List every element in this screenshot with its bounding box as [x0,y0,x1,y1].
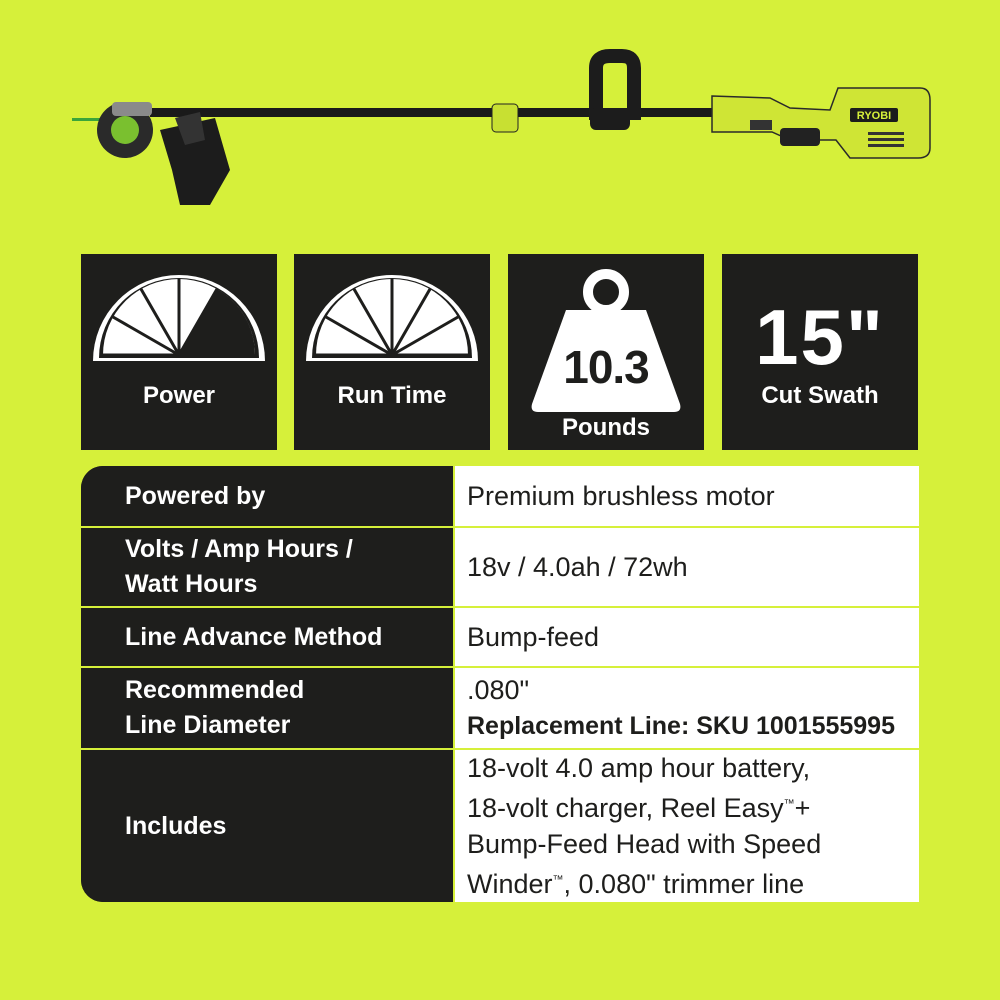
trimmer-product-image [0,0,1000,240]
spec-label-volts-1: Volts / Amp Hours / [125,535,353,563]
includes-line-3: Bump-Feed Head with Speed [467,829,822,859]
brand-logo: RYOBI [856,110,892,122]
swath-label: Cut Swath [761,382,879,409]
replacement-line-sku: Replacement Line: SKU 1001555995 [467,712,895,740]
spec-value-line-advance: Bump-feed [467,622,600,652]
spec-row-powered-by [81,466,919,528]
spec-row-volts [81,528,919,608]
spec-value-line-diameter: .080" [467,675,530,705]
weight-value: 10.3 [563,341,649,393]
power-label: Power [142,382,216,409]
includes-line-4: Winder™, 0.080" trimmer line [467,869,805,899]
swath-tile [722,254,918,450]
spec-label-volts-2: Watt Hours [125,570,258,598]
spec-row-line-advance [81,608,919,668]
gauge-icon [81,254,277,450]
spec-label-line-diameter-1: Recommended [125,676,305,704]
swath-value: 15" [755,293,885,381]
weight-label: Pounds [562,414,650,441]
spec-label-line-diameter-2: Line Diameter [125,711,291,739]
spec-value-powered-by: Premium brushless motor [467,481,775,511]
runtime-label: Run Time [337,382,447,409]
runtime-tile [294,254,490,450]
spec-row-line-diameter [81,668,919,750]
spec-label-powered-by: Powered by [125,481,266,510]
spec-table [81,466,919,902]
spec-value-volts: 18v / 4.0ah / 72wh [467,552,688,582]
includes-line-1: 18-volt 4.0 amp hour battery, [467,753,811,783]
spec-label-line-advance: Line Advance Method [125,622,383,651]
spec-label-includes: Includes [125,811,227,840]
spec-row-includes [81,750,919,902]
gauge-icon [294,254,490,450]
power-tile [81,254,277,450]
includes-line-2: 18-volt charger, Reel Easy™+ [467,793,811,823]
weight-tile [508,254,704,450]
